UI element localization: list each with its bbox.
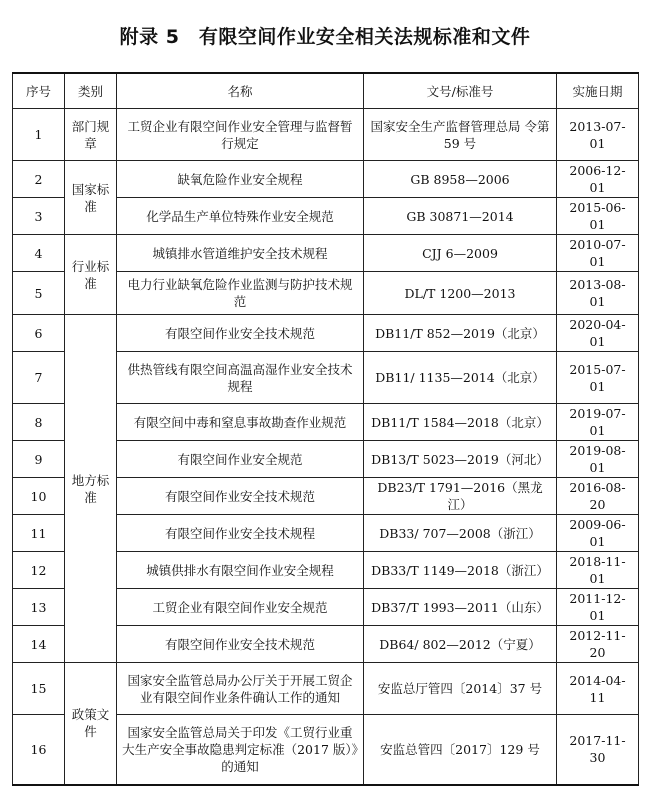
row-index: 5 — [13, 272, 65, 315]
row-name: 缺氧危险作业安全规程 — [117, 161, 364, 198]
row-index: 12 — [13, 552, 65, 589]
row-doc-number: DB64/ 802—2012（宁夏） — [364, 626, 557, 663]
row-doc-number: 国家安全生产监督管理总局 令第 59 号 — [364, 109, 557, 161]
row-date: 2019-07-01 — [557, 404, 639, 441]
row-doc-number: DB37/T 1993—2011（山东） — [364, 589, 557, 626]
row-name: 有限空间作业安全规范 — [117, 441, 364, 478]
header-effective-date: 实施日期 — [557, 73, 639, 109]
row-doc-number: 安监总厅管四〔2014〕37 号 — [364, 663, 557, 715]
row-index: 7 — [13, 352, 65, 404]
row-doc-number: DB11/ 1135—2014（北京） — [364, 352, 557, 404]
row-index: 11 — [13, 515, 65, 552]
row-doc-number: CJJ 6—2009 — [364, 235, 557, 272]
row-doc-number: DB13/T 5023—2019（河北） — [364, 441, 557, 478]
row-date: 2020-04-01 — [557, 315, 639, 352]
page-title: 附录 5 有限空间作业安全相关法规标准和文件 — [119, 26, 531, 48]
row-name: 电力行业缺氧危险作业监测与防护技术规范 — [117, 272, 364, 315]
row-name: 有限空间作业安全技术规程 — [117, 515, 364, 552]
table-header-row — [13, 73, 639, 109]
row-name: 工贸企业有限空间作业安全管理与监督暂行规定 — [117, 109, 364, 161]
row-name: 城镇排水管道维护安全技术规程 — [117, 235, 364, 272]
row-name: 供热管线有限空间高温高湿作业安全技术规程 — [117, 352, 364, 404]
row-date: 2019-08-01 — [557, 441, 639, 478]
header-name: 名称 — [117, 73, 364, 109]
row-date: 2009-06-01 — [557, 515, 639, 552]
row-index: 6 — [13, 315, 65, 352]
row-doc-number: DB23/T 1791—2016（黑龙江） — [364, 478, 557, 515]
row-doc-number: GB 30871—2014 — [364, 198, 557, 235]
row-doc-number: DB33/T 1149—2018（浙江） — [364, 552, 557, 589]
row-date: 2016-08-20 — [557, 478, 639, 515]
table-row — [13, 663, 639, 715]
row-name: 工贸企业有限空间作业安全规范 — [117, 589, 364, 626]
table-row — [13, 315, 639, 352]
row-index: 15 — [13, 663, 65, 715]
row-name: 有限空间作业安全技术规范 — [117, 626, 364, 663]
row-date: 2015-07-01 — [557, 352, 639, 404]
row-doc-number: DB11/T 1584—2018（北京） — [364, 404, 557, 441]
row-index: 1 — [13, 109, 65, 161]
category-cell-local: 地方标准 — [65, 315, 117, 663]
row-date: 2011-12-01 — [557, 589, 639, 626]
row-name: 有限空间作业安全技术规范 — [117, 478, 364, 515]
row-index: 9 — [13, 441, 65, 478]
row-name: 化学品生产单位特殊作业安全规范 — [117, 198, 364, 235]
row-doc-number: GB 8958—2006 — [364, 161, 557, 198]
row-date: 2010-07-01 — [557, 235, 639, 272]
row-date: 2014-04-11 — [557, 663, 639, 715]
row-date: 2006-12-01 — [557, 161, 639, 198]
row-name: 有限空间作业安全技术规范 — [117, 315, 364, 352]
header-doc-number: 文号/标准号 — [364, 73, 557, 109]
row-index: 14 — [13, 626, 65, 663]
row-index: 3 — [13, 198, 65, 235]
row-doc-number: DB11/T 852—2019（北京） — [364, 315, 557, 352]
row-index: 10 — [13, 478, 65, 515]
row-date: 2017-11-30 — [557, 715, 639, 785]
row-name: 有限空间中毒和窒息事故勘查作业规范 — [117, 404, 364, 441]
header-category: 类别 — [65, 73, 117, 109]
row-date: 2013-08-01 — [557, 272, 639, 315]
table-row — [13, 109, 639, 161]
row-name: 城镇供排水有限空间作业安全规程 — [117, 552, 364, 589]
row-index: 8 — [13, 404, 65, 441]
header-index: 序号 — [13, 73, 65, 109]
row-index: 2 — [13, 161, 65, 198]
row-date: 2013-07-01 — [557, 109, 639, 161]
category-cell-national: 国家标准 — [65, 161, 117, 235]
row-name: 国家安全监管总局关于印发《工贸行业重大生产安全事故隐患判定标准（2017 版）》的通知 — [117, 715, 364, 785]
row-index: 16 — [13, 715, 65, 785]
category-cell-ministry: 部门规章 — [65, 109, 117, 161]
row-doc-number: 安监总管四〔2017〕129 号 — [364, 715, 557, 785]
row-date: 2015-06-01 — [557, 198, 639, 235]
row-date: 2018-11-01 — [557, 552, 639, 589]
row-index: 13 — [13, 589, 65, 626]
category-cell-policy: 政策文件 — [65, 663, 117, 785]
row-doc-number: DB33/ 707—2008（浙江） — [364, 515, 557, 552]
row-name: 国家安全监管总局办公厅关于开展工贸企业有限空间作业条件确认工作的通知 — [117, 663, 364, 715]
row-doc-number: DL/T 1200—2013 — [364, 272, 557, 315]
table-row — [13, 235, 639, 272]
regulations-table — [12, 72, 639, 786]
table-row — [13, 161, 639, 198]
category-cell-industry: 行业标准 — [65, 235, 117, 315]
row-date: 2012-11-20 — [557, 626, 639, 663]
row-index: 4 — [13, 235, 65, 272]
